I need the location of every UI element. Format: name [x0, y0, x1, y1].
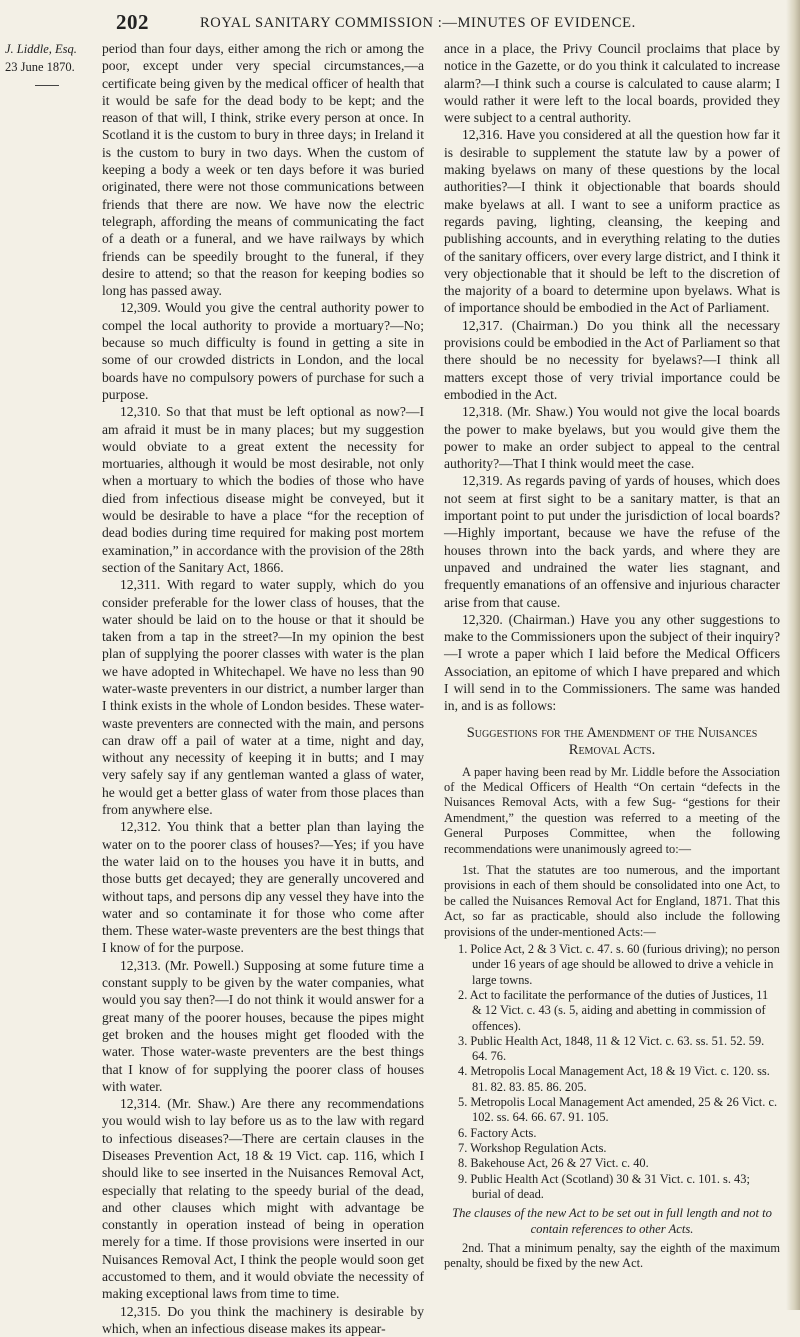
section-note: The clauses of the new Act to be set out in full length and not to contain references to other Acts. [452, 1206, 772, 1236]
list-item: 6. Factory Acts. [458, 1125, 537, 1140]
evidence-date: 23 June 1870. [5, 60, 75, 74]
acts-list [444, 942, 780, 1202]
question-12320: 12,320. (Chairman.) Have you any other suggestions to make to the Commissioners upon the subject of their inquiry?—I wrote a paper which I laid before the Medical Officers Association, an epitome of which I have prepared and which I will send in to the Commissioners. The same was handed in, and is as follows: [444, 611, 780, 714]
list-item: 3. Public Health Act, 1848, 11 & 12 Vict. c. 63. ss. 51. 52. 59. 64. 76. [458, 1033, 765, 1064]
question-12310: 12,310. So that that must be left optional as now?—I am afraid it must be in many places; but my suggestion would obviate to a great extent the necessity for mortuaries, although it would be most desirable, not only when a mortuary to which the bodies of those who have died from infectious disease might be conveyed, but it would be desirable to have a place “for the reception of dead bodies during time required for making post mortem examination,” in accordance with the provision of the 28th section of the Sanitary Act, 1866. [102, 404, 424, 575]
section-heading-line: Removal Acts. [568, 741, 656, 758]
section-heading-line: Suggestions for the Amendment of the Nuisances [466, 724, 758, 741]
question-12311: 12,311. With regard to water supply, which do you consider preferable for the lower class of houses, that the water should be laid on to the house or that it should be taken from a tap in the street?—In my opinion the best plan of supplying the poorer classes with water is the plan we have adopted in Whitechapel. We have no less than 90 water-waste preventers in our district, a number larger than I think exists in the whole of London besides. These water-waste preventers are connected with the main, and persons can draw off a pail of water at a time, night and day, without any necessity of keeping it in butts; and I may very safely say if any gentleman wanted a glass of water, he would get a better glass of water from those places than from anywhere else. [102, 577, 424, 818]
list-item: 5. Metropolis Local Management Act amended, 25 & 26 Vict. c. 102. ss. 64. 66. 67. 91. 105. [458, 1095, 778, 1125]
list-item: 7. Workshop Regulation Acts. [458, 1140, 607, 1155]
section-intro: A paper having been read by Mr. Liddle before the Association of the Medical Officers of Health “On certain “defects in the Nuisances Removal Acts, with a few Sug- “gestions for their Amendment,” the question was referred to a meeting of the General Purposes Committee, when the following recommendations were unanimously agreed to:— [444, 764, 780, 856]
margin-note [5, 40, 95, 86]
question-12318: 12,318. (Mr. Shaw.) You would not give the local boards the power to make byelaws, but you would give them the power to make an order subject to appeal to the central authority?—That I think would meet the case. [444, 404, 780, 472]
left-column [102, 40, 424, 1337]
recommendation-second: 2nd. That a minimum penalty, say the eighth of the maximum penalty, should be fixed by the new Act. [444, 1240, 780, 1271]
list-item: 1. Police Act, 2 & 3 Vict. c. 47. s. 60 (furious driving); no person under 16 years of age should be allowed to drive a vehicle in large towns. [458, 942, 780, 987]
paragraph: ance in a place, the Privy Council proclaims that place by notice in the Gazette, or do you think it calculated to increase alarm?—I think such a course is calculated to cause alarm; I would rather it were left to the local boards, provided they were subject to a central authority. [444, 41, 780, 126]
list-item: 8. Bakehouse Act, 26 & 27 Vict. c. 40. [458, 1156, 649, 1171]
question-12315: 12,315. Do you think the machinery is desirable by which, when an infectious disease makes its appear- [102, 1303, 424, 1336]
right-column [444, 40, 780, 1272]
page-edge-shadow [786, 0, 800, 1310]
list-item: 4. Metropolis Local Management Act, 18 & 19 Vict. c. 120. ss. 81. 82. 83. 85. 86. 205. [458, 1064, 770, 1094]
question-12314: 12,314. (Mr. Shaw.) Are there any recommendations you would wish to lay before us as to the law with regard to infectious diseases?—There are certain clauses in the Diseases Prevention Act, 18 & 19 Vict. cap. 116, which I should like to see inserted in the Nuisances Removal Act, especially that relating to the speedy burial of the dead, and other clauses which might with advantage be constantly in operation instead of being in operation merely for a time. If those provisions were inserted in our Nuisances Removal Act, I think the people would soon get accustomed to them, and it would obviate the necessity of making exceptional laws from time to time. [102, 1096, 424, 1302]
question-12316: 12,316. Have you considered at all the question how far it is desirable to supplement the statute law by a power of making byelaws on many of these questions by the local authorities?—I think it objectionable that boards should make byelaws at all. I want to see a uniform practice as regards paving, lighting, cleansing, the keeping and publishing accounts, and in everything relating to the duties of the sanitary officers, over every large district, and I think it very objectionable that it should be left to the discretion of the majority of a board to determine upon byelaws. What is of importance should be embodied in the Act of Parliament. [444, 127, 780, 316]
question-12309: 12,309. Would you give the central authority power to compel the local authority to provide a mortuary?—No; because so much difficulty is found in getting a site in some of our crowded districts in London, and the local boards have no compulsory powers of purchase for such a purpose. [102, 300, 424, 402]
section-heading [444, 725, 780, 759]
question-12319: 12,319. As regards paving of yards of houses, which does not seem at first sight to be a sanitary matter, is that an important point to put under the jurisdiction of local boards?—Highly important, because we have the refuse of the houses thrown into the back yards, and where they are unpaved and undrained the water lies stagnant, and frequently emanations of an offensive and injurious character arise from that cause. [444, 473, 780, 610]
running-title: ROYAL SANITARY COMMISSION :—MINUTES OF EVIDENCE. [200, 15, 636, 31]
list-item: 2. Act to facilitate the performance of the duties of Justices, 11 & 12 Vict. c. 43 (s. 5, aiding and abetting in commission of offences). [458, 987, 769, 1033]
witness-name: J. Liddle, Esq. [5, 42, 77, 56]
page-number: 202 [116, 10, 149, 34]
list-item: 9. Public Health Act (Scotland) 30 & 31 Vict. c. 101. s. 43; burial of dead. [458, 1171, 750, 1201]
recommendation-first: 1st. That the statutes are too numerous, and the important provisions in each of them should be consolidated into one Act, to be called the Nuisances Removal Act for England, 1871. That this Act, so far as practicable, should also include the following provisions of the under-mentioned Acts:— [444, 863, 780, 939]
margin-rule [35, 85, 59, 86]
question-12313: 12,313. (Mr. Powell.) Supposing at some future time a constant supply to be given by the water companies, what would you say then?—I do not think it would answer for a great many of the poorer houses, because the pipes might get broken and the houses might get flooded with the water. Those water-waste preventers are the best things that I know of for supplying the poorer class of houses with water. [102, 957, 424, 1094]
paragraph: period than four days, either among the rich or among the poor, except under very special circumstances,—a certificate being given by the medical officer of health that it would be safe for the dead body to be kept; and the reason of that will, I think, strike every person at once. In Scotland it is the custom to bury in three days; in Ireland it is the custom to bury in two days. When the custom of keeping a body a week or ten days before it was buried originated, there were not those communications between friends that there are now. We have now the electric telegraph, affording the means of communicating the fact of a death or a funeral, and we have railways by which friends can be speedily brought to the funeral, if they desire to attend; so that the reason for keeping bodies so long has passed away. [102, 41, 424, 299]
page-header [0, 0, 800, 40]
question-12312: 12,312. You think that a better plan than laying the water on to the poorer class of houses?—Yes; if you have the water laid on to the houses you have it in butts, and those butts get decayed; they are generally uncovered and without taps, and persons dip any vessel they have into the water and so contaminate it for those who come after them. These water-waste preventers are the best things that I know of for the purpose. [102, 819, 424, 956]
question-12317: 12,317. (Chairman.) Do you think all the necessary provisions could be embodied in the Act of Parliament so that there should be no necessity for byelaws?—I think all matters except those of very trivial importance could be embodied in the Act. [444, 317, 781, 402]
